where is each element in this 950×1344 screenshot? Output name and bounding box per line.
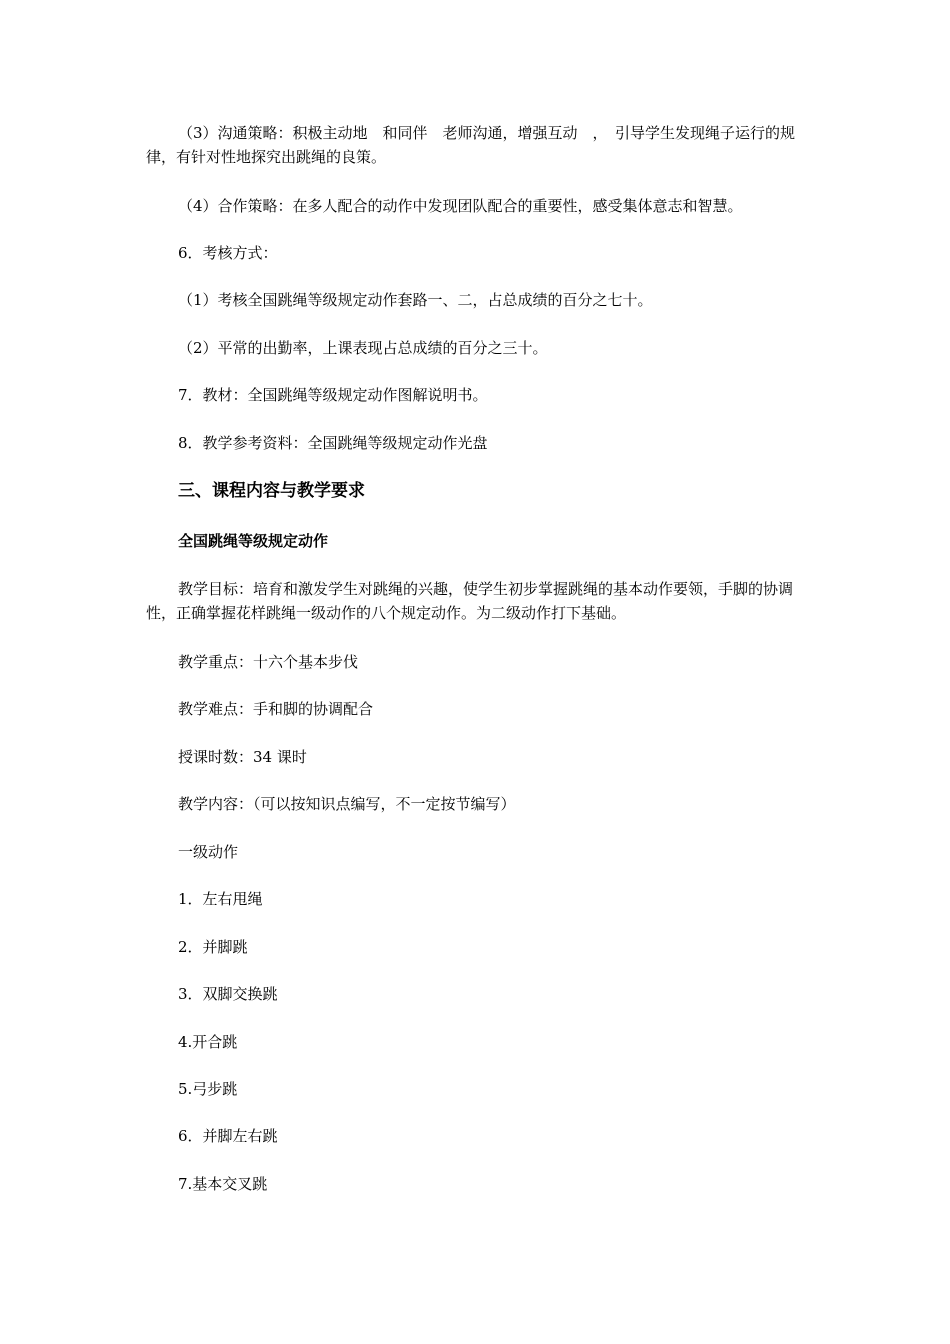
paragraph-teaching-content: 教学内容：（可以按知识点编写，不一定按节编写） [178, 795, 516, 813]
section-heading: 三、课程内容与教学要求 [178, 481, 365, 501]
list-item: 3．双脚交换跳 [178, 985, 278, 1003]
paragraph-difficulty: 教学难点：手和脚的协调配合 [178, 700, 374, 718]
list-item: 1．左右甩绳 [178, 890, 263, 908]
list-item: 7.基本交叉跳 [178, 1175, 268, 1193]
list-item: 4.开合跳 [178, 1033, 238, 1051]
paragraph-level-one: 一级动作 [178, 843, 239, 861]
section-subheading: 全国跳绳等级规定动作 [178, 532, 329, 550]
paragraph-teaching-goal: 教学目标：培育和激发学生对跳绳的兴趣，使学生初步掌握跳绳的基本动作要领，手脚的协调性，正确掌握花样跳绳一级动作的八个规定动作。为二级动作打下基础。 [146, 580, 794, 622]
paragraph-key-point: 教学重点：十六个基本步伐 [178, 653, 359, 671]
document-page [146, 0, 802, 1344]
paragraph-assessment-method: 6．考核方式： [178, 244, 278, 262]
paragraph-reference-materials: 8．教学参考资料：全国跳绳等级规定动作光盘 [178, 434, 488, 452]
list-item: 6．并脚左右跳 [178, 1127, 278, 1145]
paragraph-communication-strategy: （3）沟通策略：积极主动地 和同伴 老师沟通，增强互动 ， 引导学生发现绳子运行的规律，有针对性地探究出跳绳的良策。 [146, 124, 796, 166]
paragraph-assessment-item-2: （2）平常的出勤率，上课表现占总成绩的百分之三十。 [178, 339, 548, 357]
list-item: 2．并脚跳 [178, 938, 248, 956]
list-item: 5.弓步跳 [178, 1080, 238, 1098]
paragraph-textbook: 7．教材：全国跳绳等级规定动作图解说明书。 [178, 386, 488, 404]
paragraph-assessment-item-1: （1）考核全国跳绳等级规定动作套路一、二，占总成绩的百分之七十。 [178, 291, 653, 309]
paragraph-cooperation-strategy: （4）合作策略：在多人配合的动作中发现团队配合的重要性，感受集体意志和智慧。 [178, 197, 743, 215]
paragraph-class-hours: 授课时数：34 课时 [178, 748, 307, 766]
